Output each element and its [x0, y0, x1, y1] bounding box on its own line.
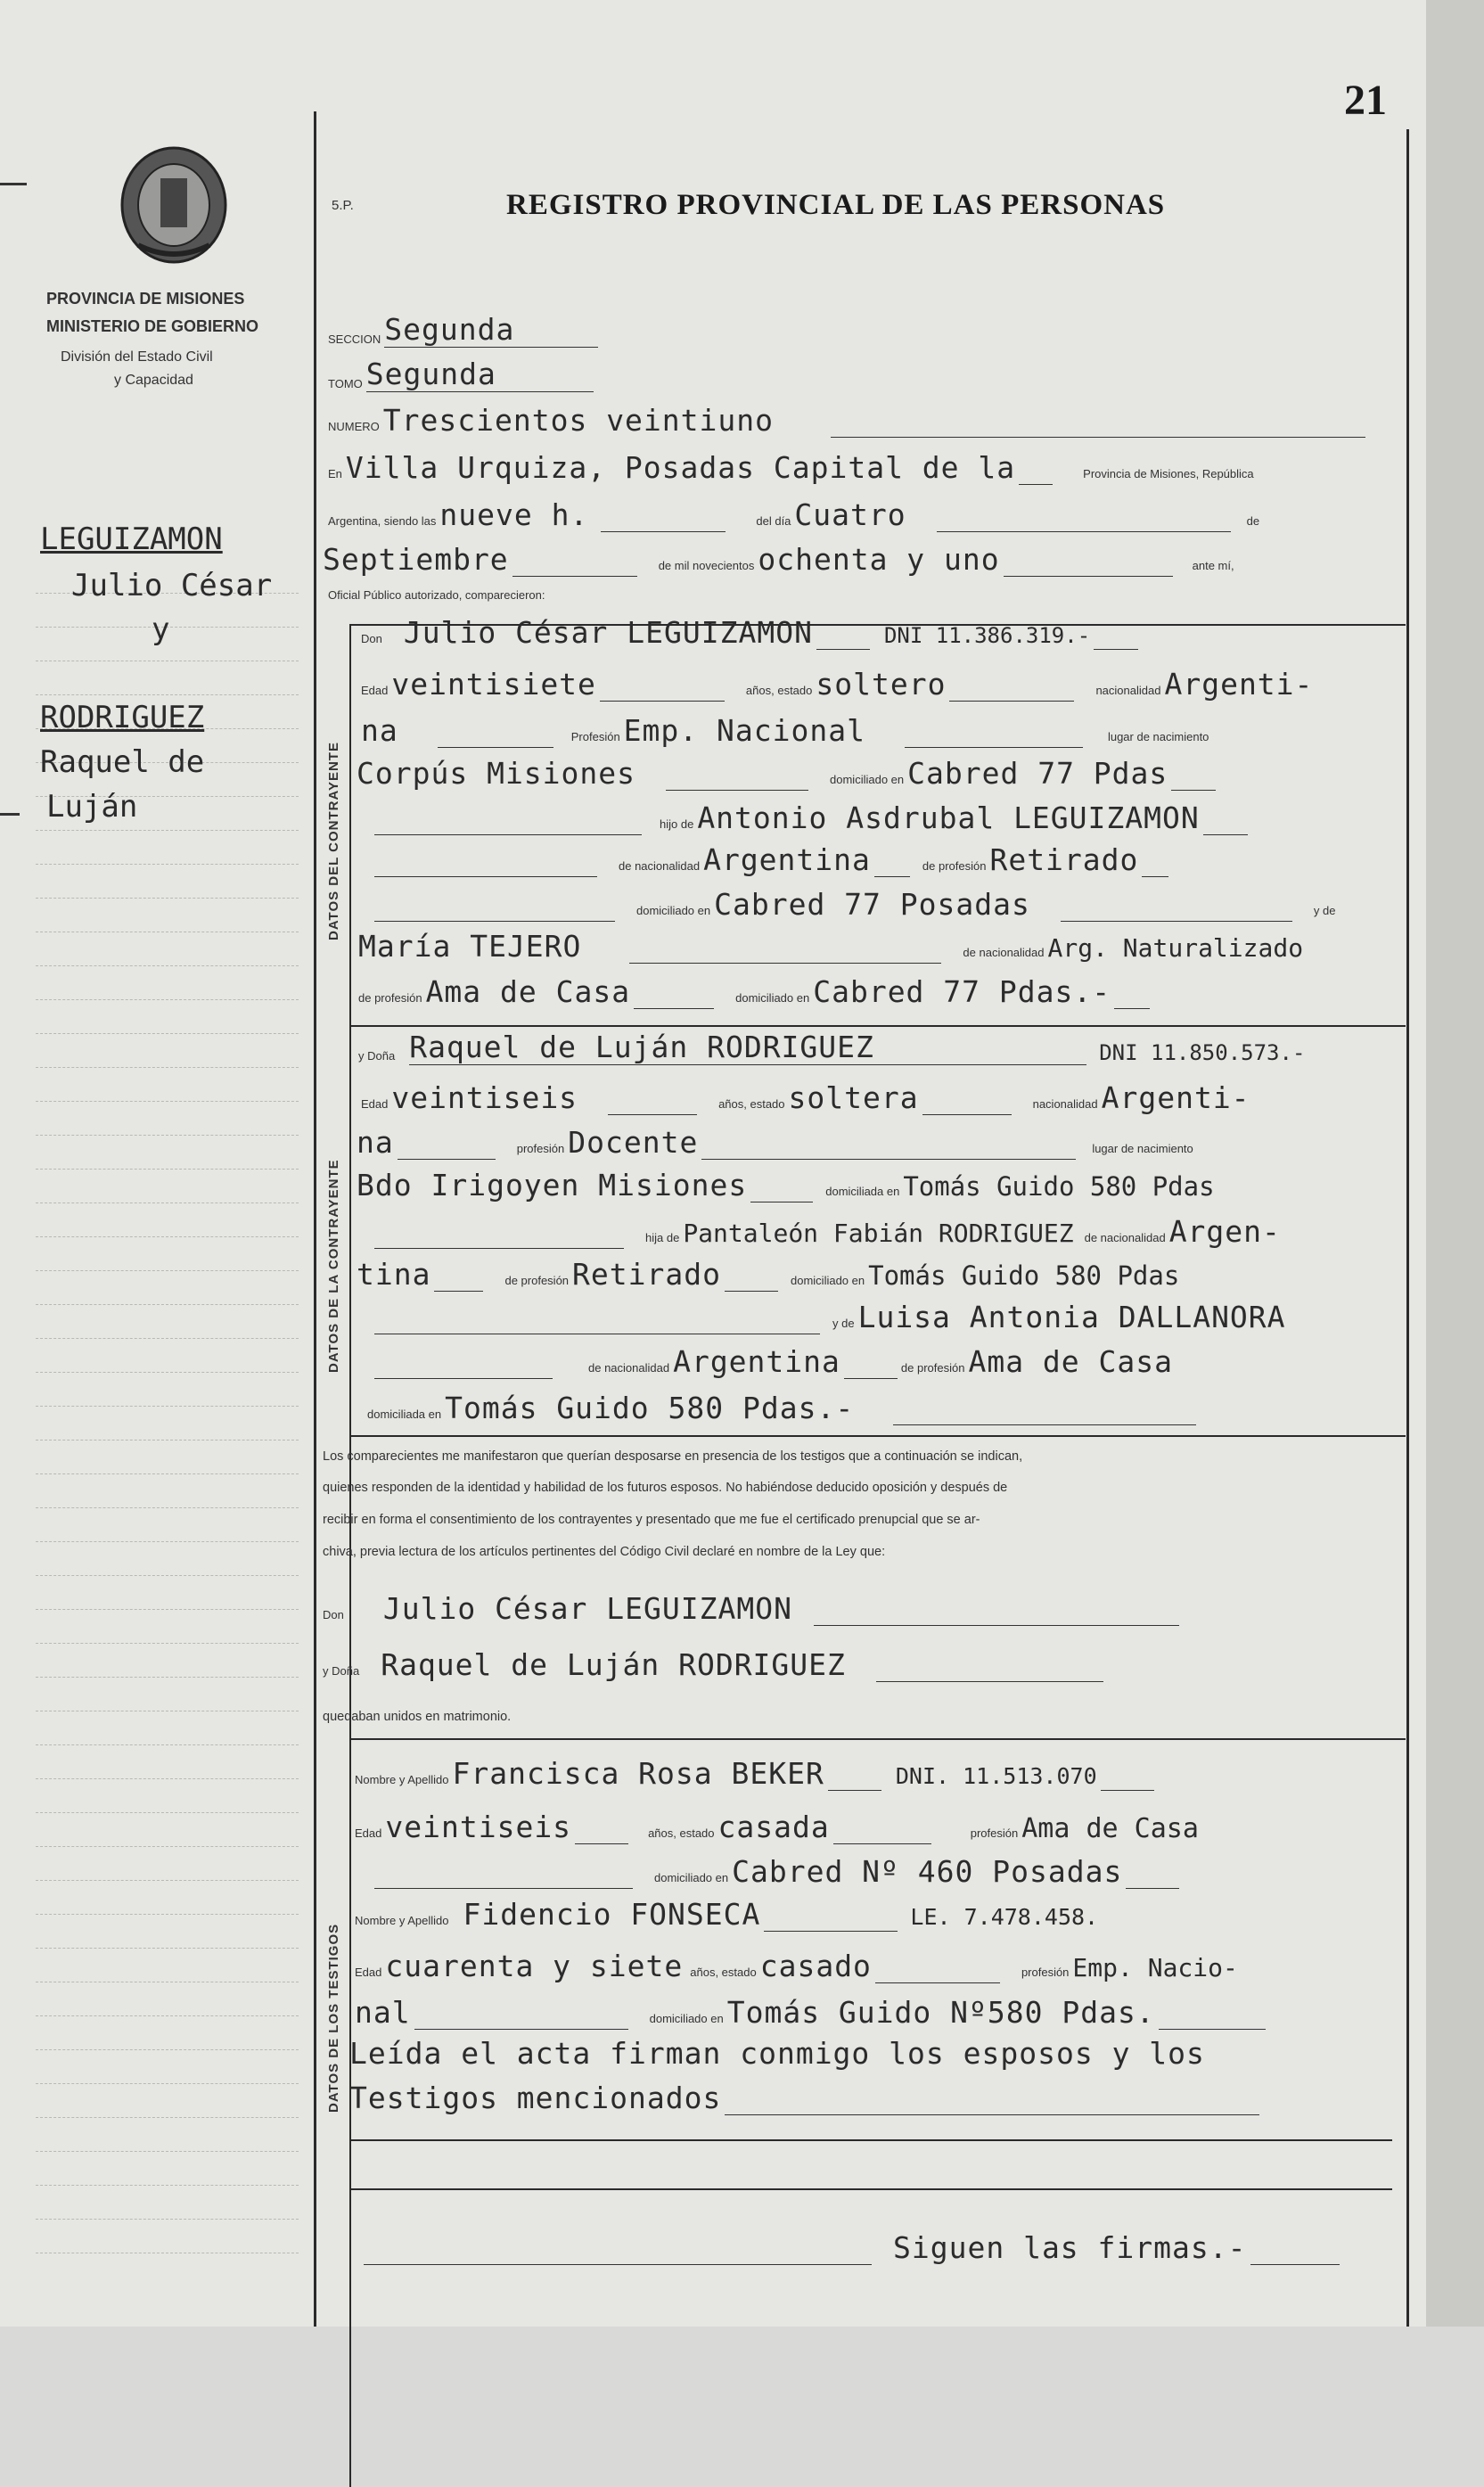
contrayenta-prof-row: na profesión Docente lugar de nacimiento	[357, 1125, 1193, 1160]
contrayenta-madre-row: y de Luisa Antonia DALLANORA	[374, 1300, 1286, 1334]
contrayente-madre-row: María TEJERO de nacionalidad Arg. Naturalizado	[358, 929, 1304, 964]
contrayente-edad-row: Edad veintisiete años, estado soltero nacionalidad Argenti-	[361, 667, 1314, 702]
blank-line	[349, 2188, 1392, 2190]
margin-note-y: y	[152, 611, 170, 647]
lugar-row: En Villa Urquiza, Posadas Capital de la Provincia de Misiones, República	[328, 450, 1254, 485]
numero-row: NUMERO Trescientos veintiuno	[328, 403, 1365, 438]
testigo1-name-row: Nombre y Apellido Francisca Rosa BEKER DNI. 11.513.070	[355, 1756, 1154, 1791]
fecha-row: Septiembre de mil novecientos ochenta y uno ante mí,	[323, 542, 1234, 577]
header-initials: 5.P.	[332, 198, 354, 213]
testigos-side-label: DATOS DE LOS TESTIGOS	[326, 1923, 341, 2113]
margin-note-surname-2: RODRIGUEZ	[40, 700, 205, 735]
contrayente-padre-dom-row: domiciliado en Cabred 77 Posadas y de	[374, 887, 1335, 922]
contrayente-madre-datos-row: de profesión Ama de Casa domiciliado en Cabred 77 Pdas.-	[358, 974, 1150, 1009]
page-edge	[1426, 0, 1484, 2327]
firmas-row: Siguen las firmas.-	[364, 2230, 1340, 2265]
contrayente-padre-row: hijo de Antonio Asdrubal LEGUIZAMON	[374, 800, 1248, 835]
blank-line	[349, 2139, 1392, 2141]
contrayente-name-row: Don Julio César LEGUIZAMON DNI 11.386.319.-	[361, 615, 1138, 650]
contrayenta-padre-row: hija de Pantaleón Fabián RODRIGUEZ de nacionalidad Argen-	[374, 1214, 1281, 1249]
testigo2-dom-row: nal domiciliado en Tomás Guido Nº580 Pdas.	[355, 1995, 1266, 2030]
oficial-line: Oficial Público autorizado, comparecieron:	[328, 588, 545, 602]
contrayenta-side-label: DATOS DE LA CONTRAYENTE	[326, 1159, 341, 1373]
contrayente-prof-row: na Profesión Emp. Nacional lugar de nacimiento	[361, 713, 1209, 748]
contrayenta-lugar-row: Bdo Irigoyen Misiones domiciliada en Tomás Guido 580 Pdas	[357, 1168, 1215, 1202]
declaration-line-3: recibir en forma el consentimiento de los contrayentes y presentado que me fue el certificado prenupcial que se ar-	[323, 1513, 980, 1527]
contrayenta-name-row: y Doña Raquel de Luján RODRIGUEZ DNI 11.850.573.-	[358, 1030, 1306, 1065]
right-border	[1406, 129, 1409, 2327]
margin-note-surname-1: LEGUIZAMON	[40, 521, 223, 557]
contrayenta-top-rule	[349, 1025, 1406, 1027]
declaration-don-row: Don Julio César LEGUIZAMON	[323, 1591, 1179, 1626]
declaration-line-2: quienes responden de la identidad y habilidad de los futuros esposos. No habiéndose deducido oposición y después de	[323, 1481, 1008, 1495]
org-ministry: MINISTERIO DE GOBIERNO	[46, 317, 259, 335]
margin-note-name-2: Raquel de	[40, 744, 205, 780]
contrayenta-madre-dom-row: domiciliada en Tomás Guido 580 Pdas.-	[367, 1391, 1196, 1425]
testigo1-dom-row: domiciliado en Cabred Nº 460 Posadas	[374, 1854, 1179, 1889]
org-division-2: y Capacidad	[114, 373, 193, 388]
contrayenta-bottom-rule	[349, 1435, 1406, 1437]
declaration-dona-row: y Doña Raquel de Luján RODRIGUEZ	[323, 1647, 1103, 1682]
contrayenta-edad-row: Edad veintiseis años, estado soltera nacionalidad Argenti-	[361, 1080, 1250, 1115]
contrayente-side-label: DATOS DEL CONTRAYENTE	[326, 742, 341, 940]
contrayente-lugar-row: Corpús Misiones domiciliado en Cabred 77 Pdas	[357, 756, 1216, 791]
testigos-top-rule	[349, 1738, 1406, 1740]
margin-note-name-1: Julio César	[71, 568, 273, 603]
testigo1-edad-row: Edad veintiseis años, estado casada profesión Ama de Casa	[355, 1810, 1199, 1844]
org-division: División del Estado Civil	[61, 349, 213, 365]
cierre-line-1: Leída el acta firman conmigo los esposos y los	[349, 2036, 1205, 2071]
cierre-line-2: Testigos mencionados	[349, 2081, 1259, 2115]
testigo2-edad-row: Edad cuarenta y siete años, estado casado profesión Emp. Nacio-	[355, 1949, 1238, 1983]
margin-notes-column	[0, 111, 314, 2327]
hora-row: Argentina, siendo las nueve h. del día Cuatro de	[328, 497, 1260, 532]
contrayenta-padre-datos-row: tina de profesión Retirado domiciliado en Tomás Guido 580 Pdas	[357, 1257, 1180, 1292]
tomo-row: TOMO Segunda	[328, 357, 594, 392]
unidos-line: quedaban unidos en matrimonio.	[323, 1710, 512, 1724]
contrayente-padre-datos-row: de nacionalidad Argentina de profesión Retirado	[374, 842, 1168, 877]
margin-divider	[314, 111, 316, 2327]
document-title: REGISTRO PROVINCIAL DE LAS PERSONAS	[506, 189, 1166, 221]
margin-note-name-3: Luján	[46, 789, 138, 825]
page-number: 21	[1344, 77, 1387, 124]
declaration-line-4: chiva, previa lectura de los artículos pertinentes del Código Civil declaré en nombre de la Ley que:	[323, 1545, 886, 1559]
declaration-line-1: Los comparecientes me manifestaron que querían desposarse en presencia de los testigos que a continuación se indican,	[323, 1449, 1023, 1464]
contrayenta-madre-datos-row: de nacionalidad Argentina de profesión Ama de Casa	[374, 1344, 1173, 1379]
org-province: PROVINCIA DE MISIONES	[46, 290, 245, 308]
testigo2-name-row: Nombre y Apellido Fidencio FONSECA LE. 7.478.458.	[355, 1897, 1099, 1932]
seccion-row: SECCION Segunda	[328, 312, 598, 348]
